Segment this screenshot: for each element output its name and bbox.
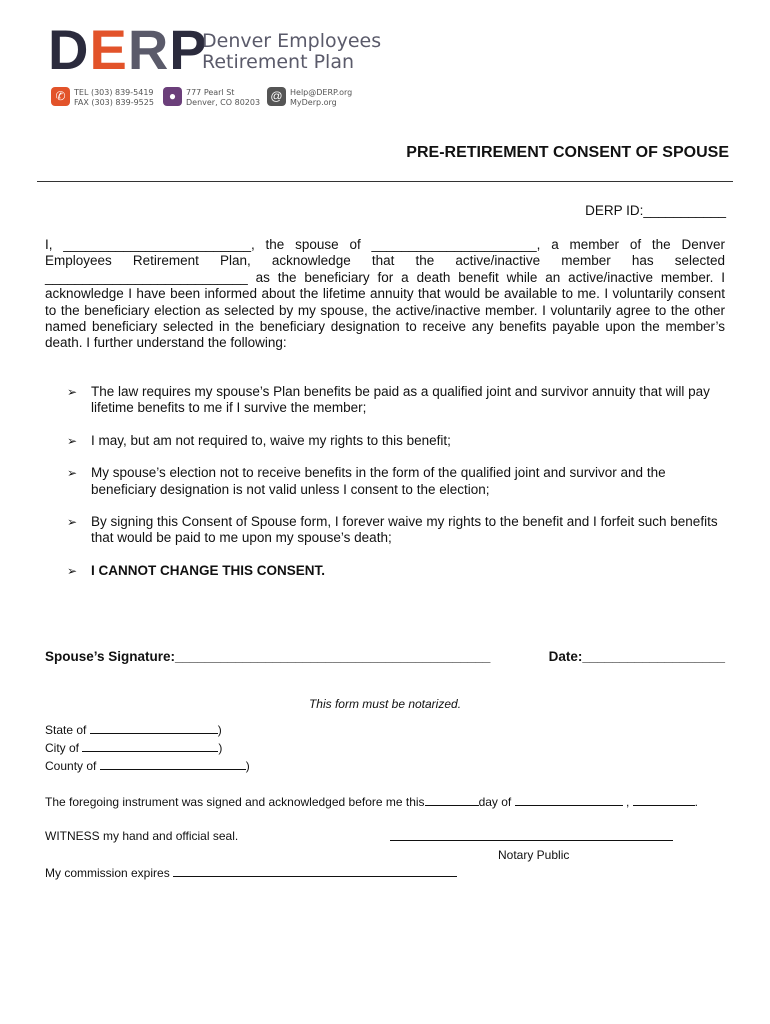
phone-fax-block bbox=[74, 88, 154, 108]
map-pin-icon: ● bbox=[163, 87, 182, 106]
city-blank[interactable] bbox=[82, 740, 218, 752]
list-item-text: The law requires my spouse’s Plan benefits be paid as a qualified joint and survivor annuity that will pay lifetime benefits to me if I survive the member; bbox=[91, 384, 710, 416]
org-name-line2: Retirement Plan bbox=[202, 51, 354, 73]
state-label: State of bbox=[45, 723, 87, 737]
foregoing-prefix: The foregoing instrument was signed and acknowledged before me this bbox=[45, 795, 425, 809]
city-field[interactable] bbox=[45, 740, 222, 755]
year-blank[interactable] bbox=[633, 794, 695, 806]
county-field[interactable] bbox=[45, 758, 250, 773]
arrow-bullet-icon: ➢ bbox=[67, 466, 78, 481]
web-block bbox=[290, 88, 352, 108]
list-item-text: I may, but am not required to, waive my rights to this benefit; bbox=[91, 432, 451, 448]
witness-line: WITNESS my hand and official seal. bbox=[45, 829, 239, 843]
list-item bbox=[67, 433, 727, 449]
logo-letter-p: P bbox=[169, 18, 208, 81]
email-link[interactable]: Help@DERP.org bbox=[290, 88, 353, 97]
notary-public-label: Notary Public bbox=[498, 848, 570, 862]
page-title: PRE-RETIREMENT CONSENT OF SPOUSE bbox=[406, 144, 729, 161]
state-blank[interactable] bbox=[90, 722, 218, 734]
list-item-text: I CANNOT CHANGE THIS CONSENT. bbox=[91, 562, 326, 578]
comma: , bbox=[625, 795, 630, 809]
day-of-label: day of bbox=[478, 795, 512, 809]
paren: ) bbox=[218, 741, 223, 755]
paren: ) bbox=[217, 723, 222, 737]
list-item bbox=[67, 384, 727, 417]
notary-signature-line[interactable] bbox=[390, 840, 673, 841]
tel-text: TEL (303) 839-5419 bbox=[74, 88, 154, 97]
month-blank[interactable] bbox=[515, 794, 623, 806]
arrow-bullet-icon: ➢ bbox=[67, 563, 78, 578]
date-field[interactable]: Date:___________________ bbox=[548, 649, 725, 664]
foregoing-line bbox=[45, 794, 698, 809]
web-icon: @ bbox=[267, 87, 286, 106]
commission-label: My commission expires bbox=[45, 866, 170, 880]
org-name-line1: Denver Employees bbox=[202, 30, 382, 52]
phone-icon: ✆ bbox=[51, 87, 70, 106]
address-block bbox=[186, 88, 260, 108]
day-blank[interactable] bbox=[425, 794, 479, 806]
address-line1: 777 Pearl St bbox=[186, 88, 235, 97]
arrow-bullet-icon: ➢ bbox=[67, 433, 78, 448]
list-item bbox=[67, 514, 727, 547]
list-item bbox=[67, 563, 727, 579]
derp-logo bbox=[48, 18, 208, 81]
spouse-signature-field[interactable]: Spouse’s Signature:__________________________________________ bbox=[45, 649, 491, 664]
list-item-text: My spouse’s election not to receive benefits in the form of the qualified joint and survivor and the beneficiary designation is not valid unless I consent to the election; bbox=[91, 465, 666, 497]
list-item-text: By signing this Consent of Spouse form, I forever waive my rights to the benefit and I forfeit such benefits that would be paid to me upon my spouse’s death; bbox=[91, 514, 718, 546]
derp-id-field[interactable]: DERP ID:___________ bbox=[585, 203, 726, 218]
fax-text: FAX (303) 839-9525 bbox=[74, 98, 154, 107]
list-item bbox=[67, 465, 727, 498]
title-divider bbox=[37, 181, 733, 182]
commission-blank[interactable] bbox=[173, 865, 457, 877]
org-name bbox=[202, 31, 381, 73]
paren: ) bbox=[245, 759, 250, 773]
acknowledgement-list bbox=[67, 384, 727, 595]
county-blank[interactable] bbox=[100, 758, 246, 770]
state-field[interactable] bbox=[45, 722, 222, 737]
notarize-note: This form must be notarized. bbox=[308, 697, 462, 711]
arrow-bullet-icon: ➢ bbox=[67, 385, 78, 399]
consent-paragraph: I, _________________________, the spouse of ______________________, a member of the Denver Employees Retirement Plan, acknowledge that the active/inactive member has selected ___________________________ as the beneficiary for a death benefit while an active/inactive member. I acknowledge I have been informed about the lifetime annuity that would be available to me. I voluntarily consent to the beneficiary election as selected by my spouse, the active/inactive member. I voluntarily agree to the other named beneficiary selected in the beneficiary designation to receive any benefits payable upon the member’s death. I further understand the following: bbox=[45, 237, 725, 351]
logo-letter-r: R bbox=[127, 18, 170, 81]
logo-letter-d: D bbox=[48, 18, 90, 81]
commission-field[interactable] bbox=[45, 865, 457, 880]
period: . bbox=[694, 795, 698, 809]
arrow-bullet-icon: ➢ bbox=[67, 515, 78, 530]
address-line2: Denver, CO 80203 bbox=[186, 98, 261, 107]
county-label: County of bbox=[45, 759, 97, 773]
city-label: City of bbox=[45, 741, 80, 755]
site-link[interactable]: MyDerp.org bbox=[290, 98, 337, 107]
logo-letter-e: E bbox=[89, 18, 128, 81]
